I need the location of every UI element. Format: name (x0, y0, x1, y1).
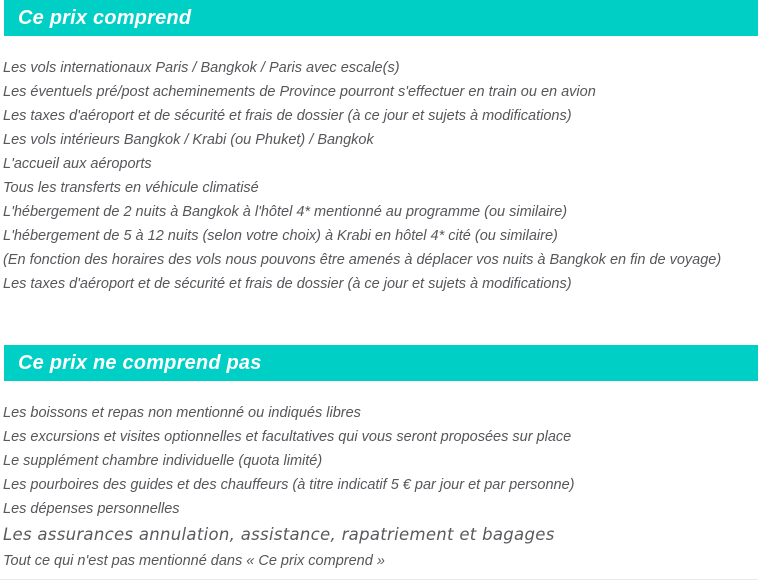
list-item: Les excursions et visites optionnelles et facultatives qui vous seront proposées sur place (3, 429, 572, 445)
list-item: (En fonction des horaires des vols nous pouvons être amenés à déplacer vos nuits à Bangkok en fin de voyage) (3, 252, 722, 268)
list-item: Les éventuels pré/post acheminements de Province pourront s'effectuer en train ou en avion (3, 84, 596, 100)
list-item: Les dépenses personnelles (3, 501, 180, 517)
list-item-insurance-highlight: Les assurances annulation, assistance, rapatriement et bagages (3, 525, 555, 544)
list-item: Les vols intérieurs Bangkok / Krabi (ou Phuket) / Bangkok (3, 132, 374, 148)
list-item: Tous les transferts en véhicule climatisé (3, 180, 259, 196)
list-item: Les vols internationaux Paris / Bangkok / Paris avec escale(s) (3, 60, 400, 76)
list-item: Le supplément chambre individuelle (quota limité) (3, 453, 323, 469)
list-item: Tout ce qui n'est pas mentionné dans « Ce prix comprend » (3, 553, 385, 569)
included-items-list (3, 56, 758, 296)
list-item: Les taxes d'aéroport et de sécurité et frais de dossier (à ce jour et sujets à modifications) (3, 108, 572, 124)
list-item: Les boissons et repas non mentionné ou indiqués libres (3, 405, 361, 421)
section-title-included: Ce prix comprend (18, 6, 192, 29)
section-price-excludes (0, 345, 758, 573)
list-item: L'hébergement de 2 nuits à Bangkok à l'hôtel 4* mentionné au programme (ou similaire) (3, 204, 568, 220)
excluded-items-list (3, 401, 758, 573)
list-item: L'accueil aux aéroports (3, 156, 152, 172)
list-item: L'hébergement de 5 à 12 nuits (selon votre choix) à Krabi en hôtel 4* cité (ou similaire) (3, 228, 558, 244)
section-header-not-included (4, 345, 758, 381)
list-item: Les taxes d'aéroport et de sécurité et frais de dossier (à ce jour et sujets à modifications) (3, 276, 572, 292)
section-header-included (4, 0, 758, 36)
section-title-not-included: Ce prix ne comprend pas (18, 351, 262, 374)
list-item: Les pourboires des guides et des chauffeurs (à titre indicatif 5 € par jour et par personne) (3, 477, 575, 493)
